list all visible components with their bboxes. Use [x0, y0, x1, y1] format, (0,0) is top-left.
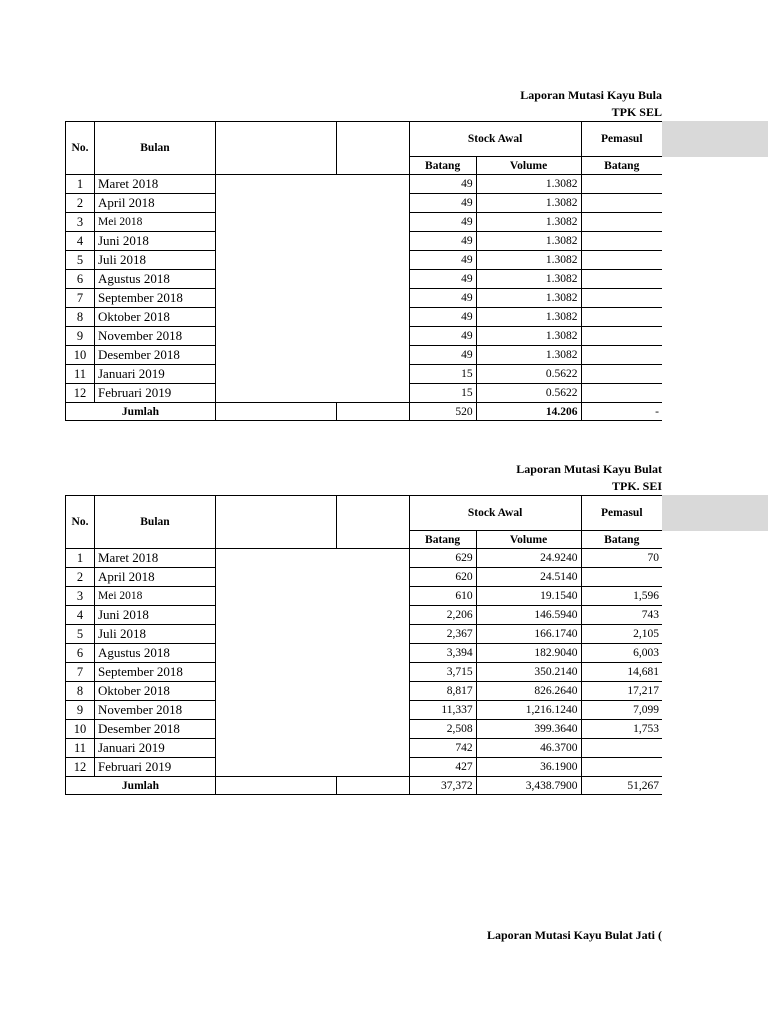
col-header-batang: Batang [409, 157, 476, 175]
col-header-bulan: Bulan [94, 496, 215, 549]
cell-pemasukan: 2,105 [581, 625, 662, 644]
cell-bulan: Desember 2018 [94, 720, 215, 739]
cell-pemasukan: 17,217 [581, 682, 662, 701]
cell-bulan: September 2018 [94, 289, 215, 308]
table-row [66, 663, 663, 682]
total-pemasukan: - [581, 403, 662, 421]
cell-volume: 826.2640 [476, 682, 581, 701]
col-header-volume: Volume [476, 531, 581, 549]
table-row [66, 213, 663, 232]
cell-no: 5 [66, 625, 95, 644]
cell-volume: 24.5140 [476, 568, 581, 587]
cell-batang: 427 [409, 758, 476, 777]
cell-empty [336, 701, 409, 720]
cell-pemasukan [581, 175, 662, 194]
cell-bulan: Juli 2018 [94, 251, 215, 270]
cell-no: 10 [66, 346, 95, 365]
cell-batang: 15 [409, 365, 476, 384]
cell-pemasukan [581, 289, 662, 308]
total-empty-2 [336, 777, 409, 795]
col-header-stock-awal: Stock Awal [409, 122, 581, 157]
cell-pemasukan [581, 232, 662, 251]
cell-no: 12 [66, 758, 95, 777]
cell-empty [215, 384, 336, 403]
cell-empty [336, 270, 409, 289]
cell-volume: 19.1540 [476, 587, 581, 606]
cell-empty [215, 587, 336, 606]
cell-volume: 1.3082 [476, 194, 581, 213]
cell-empty [336, 720, 409, 739]
cell-bulan: Juni 2018 [94, 232, 215, 251]
table-row [66, 625, 663, 644]
cell-pemasukan [581, 346, 662, 365]
cell-no: 12 [66, 384, 95, 403]
cell-empty [215, 289, 336, 308]
cell-batang: 49 [409, 251, 476, 270]
cell-pemasukan [581, 213, 662, 232]
cell-empty [336, 384, 409, 403]
cell-no: 6 [66, 644, 95, 663]
report2-title: Laporan Mutasi Kayu Bulat [516, 462, 662, 476]
cell-empty [215, 213, 336, 232]
cell-empty [336, 739, 409, 758]
cell-pemasukan: 6,003 [581, 644, 662, 663]
cell-batang: 49 [409, 308, 476, 327]
cell-pemasukan: 14,681 [581, 663, 662, 682]
cell-empty [336, 175, 409, 194]
total-empty-1 [215, 403, 336, 421]
cell-no: 1 [66, 549, 95, 568]
cell-volume: 1.3082 [476, 308, 581, 327]
col-header-no: No. [66, 496, 95, 549]
cell-batang: 49 [409, 175, 476, 194]
cell-volume: 24.9240 [476, 549, 581, 568]
table-row [66, 682, 663, 701]
cell-batang: 2,508 [409, 720, 476, 739]
total-batang: 520 [409, 403, 476, 421]
cell-empty [336, 232, 409, 251]
cell-volume: 1.3082 [476, 213, 581, 232]
cell-batang: 49 [409, 232, 476, 251]
table-row [66, 194, 663, 213]
col-header-empty-2 [336, 496, 409, 549]
cell-no: 2 [66, 568, 95, 587]
cell-batang: 629 [409, 549, 476, 568]
cell-no: 11 [66, 739, 95, 758]
cell-batang: 49 [409, 270, 476, 289]
table-row [66, 308, 663, 327]
cell-empty [336, 365, 409, 384]
report1-header-shading [662, 121, 768, 157]
cell-empty [215, 701, 336, 720]
cell-empty [215, 644, 336, 663]
col-header-volume: Volume [476, 157, 581, 175]
cell-volume: 0.5622 [476, 365, 581, 384]
cell-bulan: Desember 2018 [94, 346, 215, 365]
cell-volume: 1.3082 [476, 175, 581, 194]
cell-no: 2 [66, 194, 95, 213]
table-row [66, 606, 663, 625]
cell-bulan: Februari 2019 [94, 758, 215, 777]
table-row [66, 758, 663, 777]
cell-no: 4 [66, 606, 95, 625]
cell-empty [215, 549, 336, 568]
cell-empty [215, 232, 336, 251]
col-header-batang: Batang [409, 531, 476, 549]
cell-no: 9 [66, 327, 95, 346]
report2-subtitle: TPK. SEI [611, 479, 662, 493]
cell-empty [336, 625, 409, 644]
cell-bulan: Februari 2019 [94, 384, 215, 403]
report1-table [65, 121, 662, 421]
cell-volume: 0.5622 [476, 384, 581, 403]
table-row [66, 587, 663, 606]
cell-empty [215, 327, 336, 346]
cell-batang: 49 [409, 194, 476, 213]
cell-empty [215, 175, 336, 194]
col-header-empty-2 [336, 122, 409, 175]
cell-bulan: Mei 2018 [94, 587, 215, 606]
cell-bulan: Juni 2018 [94, 606, 215, 625]
cell-volume: 146.5940 [476, 606, 581, 625]
cell-bulan: November 2018 [94, 327, 215, 346]
cell-bulan: Mei 2018 [94, 213, 215, 232]
cell-empty [336, 327, 409, 346]
table-row [66, 549, 663, 568]
cell-batang: 11,337 [409, 701, 476, 720]
cell-pemasukan [581, 251, 662, 270]
cell-empty [215, 365, 336, 384]
cell-pemasukan: 7,099 [581, 701, 662, 720]
col-header-pemasukan: Pemasul [581, 496, 662, 531]
table-row [66, 384, 663, 403]
cell-pemasukan [581, 739, 662, 758]
col-header-empty-1 [215, 496, 336, 549]
cell-empty [215, 251, 336, 270]
cell-bulan: Januari 2019 [94, 365, 215, 384]
cell-pemasukan [581, 568, 662, 587]
cell-batang: 49 [409, 346, 476, 365]
cell-empty [336, 606, 409, 625]
cell-pemasukan [581, 384, 662, 403]
cell-pemasukan: 743 [581, 606, 662, 625]
cell-volume: 1,216.1240 [476, 701, 581, 720]
cell-volume: 350.2140 [476, 663, 581, 682]
cell-empty [336, 682, 409, 701]
cell-volume: 1.3082 [476, 251, 581, 270]
cell-batang: 2,206 [409, 606, 476, 625]
cell-no: 4 [66, 232, 95, 251]
cell-empty [215, 194, 336, 213]
cell-empty [215, 625, 336, 644]
cell-no: 8 [66, 682, 95, 701]
total-pemasukan: 51,267 [581, 777, 662, 795]
table-row [66, 720, 663, 739]
cell-empty [336, 308, 409, 327]
cell-batang: 2,367 [409, 625, 476, 644]
cell-batang: 15 [409, 384, 476, 403]
cell-pemasukan: 1,753 [581, 720, 662, 739]
cell-pemasukan [581, 194, 662, 213]
cell-empty [215, 720, 336, 739]
cell-volume: 182.9040 [476, 644, 581, 663]
cell-bulan: September 2018 [94, 663, 215, 682]
cell-empty [336, 194, 409, 213]
cell-empty [336, 251, 409, 270]
cell-empty [215, 308, 336, 327]
cell-empty [215, 739, 336, 758]
table-row [66, 327, 663, 346]
cell-volume: 1.3082 [476, 270, 581, 289]
report2-header-shading [662, 495, 768, 531]
cell-pemasukan [581, 308, 662, 327]
cell-empty [336, 587, 409, 606]
cell-bulan: Januari 2019 [94, 739, 215, 758]
cell-bulan: Maret 2018 [94, 175, 215, 194]
table-row [66, 270, 663, 289]
cell-empty [215, 663, 336, 682]
report2-table [65, 495, 662, 795]
cell-batang: 49 [409, 327, 476, 346]
cell-bulan: Maret 2018 [94, 549, 215, 568]
cell-volume: 36.1900 [476, 758, 581, 777]
cell-bulan: Agustus 2018 [94, 644, 215, 663]
cell-pemasukan [581, 327, 662, 346]
table-row [66, 739, 663, 758]
cell-volume: 1.3082 [476, 327, 581, 346]
col-header-batang-2: Batang [581, 157, 662, 175]
cell-batang: 620 [409, 568, 476, 587]
cell-empty [215, 758, 336, 777]
total-empty-2 [336, 403, 409, 421]
table-row [66, 365, 663, 384]
cell-empty [336, 346, 409, 365]
total-empty-1 [215, 777, 336, 795]
cell-bulan: Oktober 2018 [94, 682, 215, 701]
cell-no: 10 [66, 720, 95, 739]
cell-volume: 399.3640 [476, 720, 581, 739]
table-row [66, 232, 663, 251]
cell-no: 3 [66, 213, 95, 232]
cell-volume: 46.3700 [476, 739, 581, 758]
total-volume: 3,438.7900 [476, 777, 581, 795]
table-row [66, 346, 663, 365]
col-header-no: No. [66, 122, 95, 175]
cell-bulan: Agustus 2018 [94, 270, 215, 289]
cell-empty [336, 663, 409, 682]
cell-no: 1 [66, 175, 95, 194]
cell-batang: 49 [409, 213, 476, 232]
cell-empty [215, 606, 336, 625]
cell-bulan: Juli 2018 [94, 625, 215, 644]
cell-batang: 49 [409, 289, 476, 308]
report1-title: Laporan Mutasi Kayu Bula [520, 88, 662, 102]
cell-no: 7 [66, 289, 95, 308]
cell-batang: 610 [409, 587, 476, 606]
cell-pemasukan: 70 [581, 549, 662, 568]
cell-batang: 8,817 [409, 682, 476, 701]
table-row [66, 701, 663, 720]
cell-empty [336, 758, 409, 777]
cell-empty [336, 549, 409, 568]
cell-pemasukan [581, 270, 662, 289]
total-label: Jumlah [66, 777, 216, 795]
cell-no: 3 [66, 587, 95, 606]
cell-empty [336, 644, 409, 663]
cell-no: 9 [66, 701, 95, 720]
cell-empty [215, 270, 336, 289]
report3-title: Laporan Mutasi Kayu Bulat Jati ( [486, 928, 662, 942]
table-row [66, 289, 663, 308]
col-header-bulan: Bulan [94, 122, 215, 175]
total-volume: 14.206 [476, 403, 581, 421]
cell-bulan: November 2018 [94, 701, 215, 720]
col-header-empty-1 [215, 122, 336, 175]
cell-pemasukan: 1,596 [581, 587, 662, 606]
total-label: Jumlah [66, 403, 216, 421]
cell-batang: 3,394 [409, 644, 476, 663]
cell-no: 6 [66, 270, 95, 289]
table-row [66, 568, 663, 587]
cell-no: 7 [66, 663, 95, 682]
cell-no: 8 [66, 308, 95, 327]
cell-volume: 1.3082 [476, 232, 581, 251]
table-row [66, 251, 663, 270]
col-header-pemasukan: Pemasul [581, 122, 662, 157]
cell-batang: 3,715 [409, 663, 476, 682]
cell-empty [215, 568, 336, 587]
col-header-batang-2: Batang [581, 531, 662, 549]
cell-bulan: April 2018 [94, 194, 215, 213]
cell-no: 5 [66, 251, 95, 270]
cell-bulan: April 2018 [94, 568, 215, 587]
report1-subtitle: TPK SEL [611, 105, 662, 119]
cell-empty [336, 213, 409, 232]
cell-empty [215, 346, 336, 365]
cell-empty [336, 289, 409, 308]
table-row [66, 644, 663, 663]
cell-empty [215, 682, 336, 701]
cell-pemasukan [581, 758, 662, 777]
cell-volume: 166.1740 [476, 625, 581, 644]
total-batang: 37,372 [409, 777, 476, 795]
table-row [66, 175, 663, 194]
cell-volume: 1.3082 [476, 346, 581, 365]
cell-pemasukan [581, 365, 662, 384]
col-header-stock-awal: Stock Awal [409, 496, 581, 531]
cell-no: 11 [66, 365, 95, 384]
cell-volume: 1.3082 [476, 289, 581, 308]
cell-empty [336, 568, 409, 587]
cell-batang: 742 [409, 739, 476, 758]
cell-bulan: Oktober 2018 [94, 308, 215, 327]
